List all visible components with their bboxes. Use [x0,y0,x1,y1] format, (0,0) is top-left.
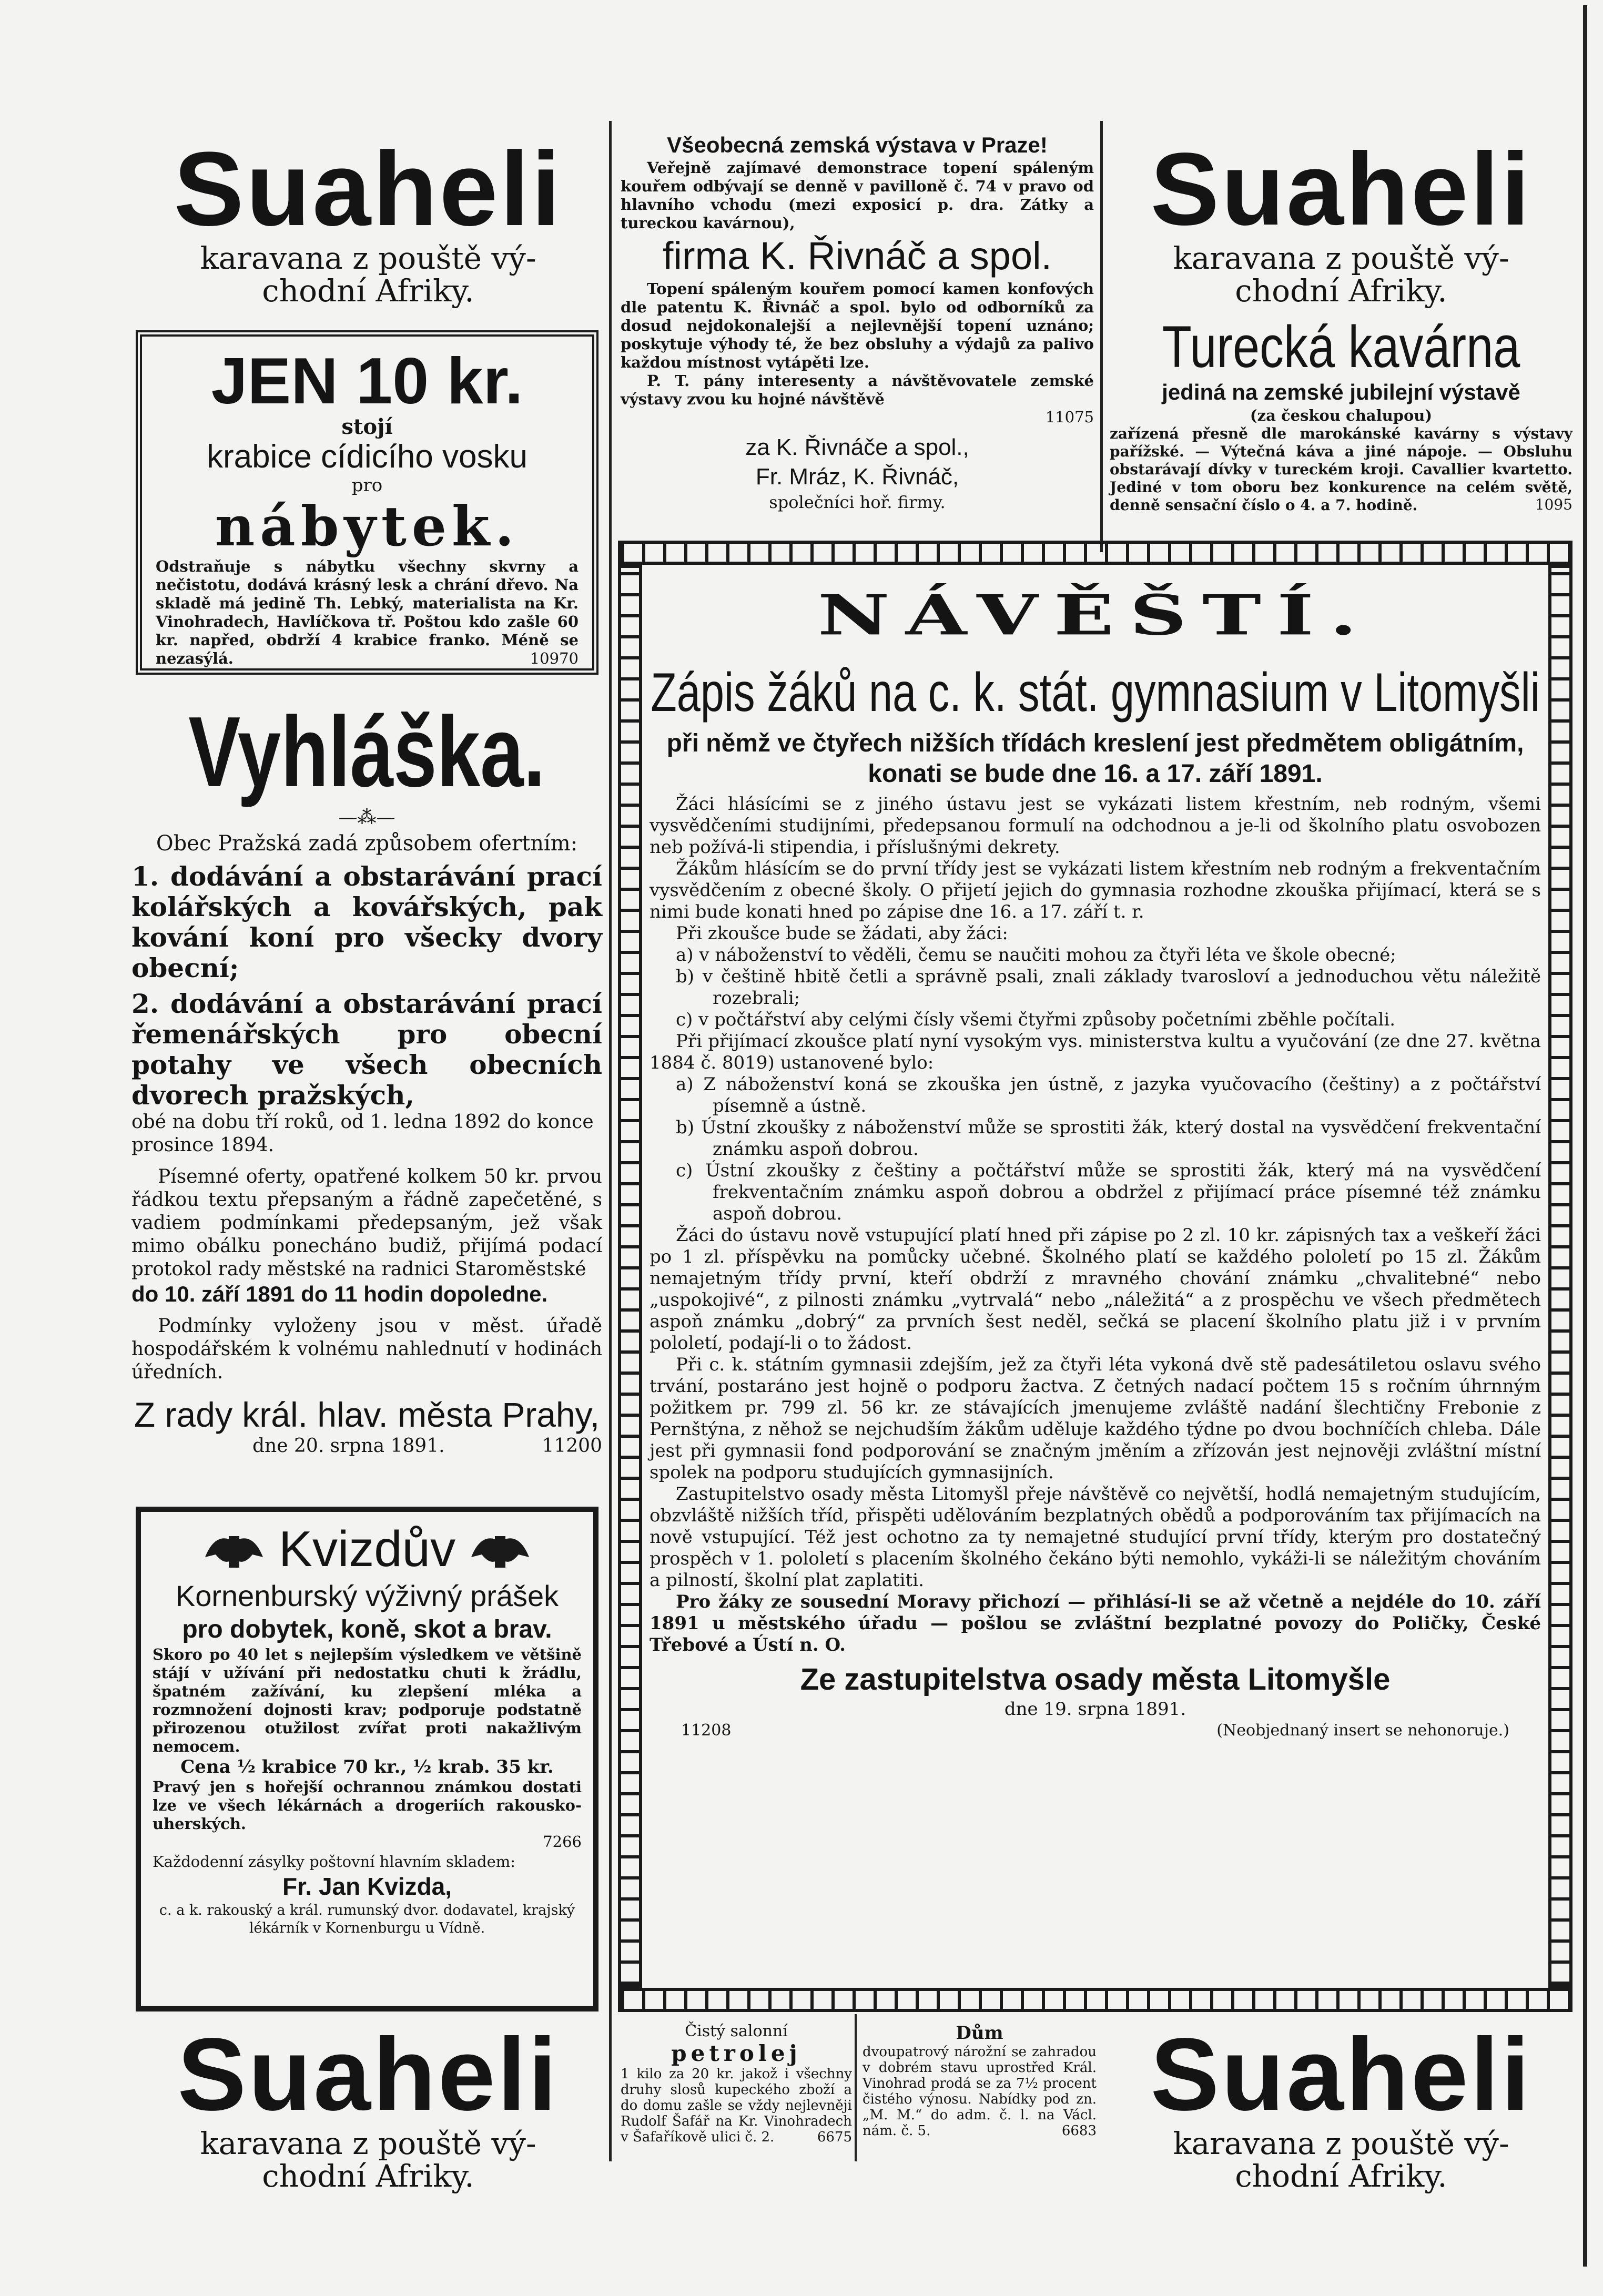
column-rule-right [1100,121,1103,552]
meander-border-bottom [618,1988,1572,2012]
ad-signature: za K. Řivnáče a spol., [745,434,969,460]
ad-sub: Čistý salonní [685,2022,788,2040]
notice-text: obé na dobu tří roků, od 1. ledna 1892 do konce prosince 1894. [131,1111,594,1156]
notice-paragraph: Při přijímací zkoušce platí nyní vysokým vys. ministerstva kultu a vyučování (ze dne 27. května 1884 č. 8019) ustanovené bylo: [650,1031,1541,1073]
ad-line: chodní Afriky. [262,273,474,309]
notice-number: 11200 [542,1435,602,1457]
ad-title: Suaheli [1150,2017,1532,2132]
notice-item: b) v češtině hbitě četli a správně psali, znali základy tvarosloví a jednoduchou větu náležitě rozebrali; [676,966,1541,1009]
notice-navesti [650,571,1541,1985]
ad-price: Cena ½ krabice 70 kr., ½ krab. 35 kr. [180,1756,554,1777]
notice-date: dne 20. srpna 1891. [252,1435,445,1457]
ad-suaheli-right-top [1110,131,1572,310]
ornament: —⁂— [338,807,395,828]
ad-body: Skoro po 40 let s nejlepším výsledkem ve většině stájí v užívání při nedostatku chuti k žrádlu, špatném zažívání, ku zlepšení mléka a rozmnožení dojnosti krav; podporuje podstatně přirozenou otužilost zvířat proti nakažlivým nemocem. [153,1645,582,1755]
horse-emblem-icon [200,1526,268,1573]
notice-item: b) Ústní zkoušky z náboženství může se sprostiti žák, který dostal na vysvědčení frekventační známku aspoň dobrou. [676,1117,1541,1160]
horse-emblem-icon [466,1526,534,1573]
notice-text: Písemné oferty, opatřené kolkem 50 kr. prvou řádkou textu přepsaným a řádně zapečetěné, s vadiem podmínkami předepsaným, jež však mimo obálku ponecháno budiž, přijímá podací protokol rady městské na radnici Staroměstské [131,1166,602,1280]
notice-item: c) v počtářství aby celými čísly všemi čtyřmi způsoby početními zběhle počítali. [676,1009,1396,1030]
ad-number: 7266 [543,1833,582,1851]
ad-jen-10-kr [136,330,598,675]
ad-body: Odstraňuje s nábytku všechny skvrny a nečistotu, dodává krásný lesk a chrání dřevo. Na skladě má jedině Th. Lebký, materialista na Kr. Vinohradech, Havlíčkova tř. Poštou kdo zašle 60 kr. napřed, obdrží 4 krabice franko. Méně se nezasýlá. [156,557,579,667]
notice-paragraph: Zastupitelstvo osady města Litomyšl přeje návštěvě co největší, hodlá nemajetným studujícím, obzvláště nižších tříd, přispěti udělováním bezplatných obědů a podporováním tax přijímacích na nově vstupující. Též jest ochotno za ty nemajetné studující první třídy, kterým pro dostatečný prospěch v 1. pololetí s placením školného čekáno býti nemohlo, vykáži-li se náležitým chováním a pilností, školní plat zaplatiti. [650,1484,1541,1591]
ad-sub: pro dobytek, koně, skot a brav. [182,1616,552,1643]
notice-item: 1. dodávání a obstarávání prací kolářských a kovářských, pak kování koní pro všecky dvory obecní; [131,861,602,983]
ad-headline: petrolej [671,2040,802,2066]
ad-body: dvoupatrový nárožní se zahradou v dobrém stavu uprostřed Král. Vinohrad prodá se za 7½ procent čistého výnosu. Nabídky pod zn. „M. M.“ do adm. č. l. na Václ. nám. č. 5. [863,2044,1097,2139]
ad-signature: společníci hoř. firmy. [769,492,946,512]
ad-line: karavana z pouště vý- [1173,2126,1509,2161]
ad-body: Veřejně zajímavé demonstrace topení spáleným kouřem odbývají se denně v pavilloně č. 74 v pravo od hlavního vchodu (mezi exposicí p. dra. Zátky a tureckou kavárnou), [621,159,1094,232]
notice-item: 2. dodávání a obstarávání prací řemenářských pro obecní potahy ve všech obecních dvorech pražských, [131,988,602,1111]
notice-note: (Neobjednaný insert se nehonoruje.) [1216,1721,1509,1740]
notice-text: Obec Pražská zadá způsobem ofertním: [156,831,578,856]
notice-lead: při němž ve čtyřech nižších třídách kreslení jest předmětem obligátním, konati se bude dne 16. a 17. září 1891. [666,729,1524,788]
ad-headline: nábytek. [215,494,520,558]
ad-line: chodní Afriky. [1235,273,1447,309]
ad-body: c. a k. rakouský a král. rumunský dvor. dodavatel, krajský lékárník v Kornenburgu u Vídně. [159,1902,575,1936]
ad-headline: Všeobecná zemská výstava v Praze! [667,133,1048,157]
ad-firm: firma K. Řivnáč a spol. [662,234,1052,278]
ad-title: Suaheli [177,2017,559,2132]
ad-number: 6675 [817,2129,852,2145]
ad-line: karavana z pouště vý- [1173,240,1509,276]
notice-deadline: do 10. září 1891 do 11 hodin dopoledne. [131,1282,548,1306]
meander-border-right [1548,565,1572,1988]
ad-title: Turecká kavárna [1162,314,1520,380]
notice-item: c) Ústní zkoušky z češtiny a počtářství může se sprostiti žák, který má na vysvědčení frekventačním známku aspoň dobrou a obdržel z přijímací práce písemné též známku aspoň dobrou. [676,1160,1541,1224]
ad-title: Suaheli [174,130,563,248]
ad-product: Kornenburský výživný prášek [175,1579,559,1612]
column-rule-bottom [855,2014,857,2161]
notice-subtitle: Zápis žáků na c. k. stát. gymnasium v Litomyšli [651,662,1540,723]
ad-petrolej [621,2022,852,2161]
ad-line: chodní Afriky. [262,2158,474,2194]
notice-paragraph: Žáci hlásícími se z jiného ústavu jest se vykázati listem křestním, neb rodným, všemi vysvědčeními studijními, předepsanou formulí na odchodnou a je-li od školního platu osvobozen neb požívá-li stipendia, i příslušnými dekrety. [650,794,1541,858]
ad-body: zařízená přesně dle marokánské kavárny s výstavy pařížské. — Výtečná káva a jiné nápoje. — Obsluhu obstarávají dívky v tureckém kroji. Cavallier kvartetto. Jediné v tom oboru bez konkurence na celém světě, denně sensační číslo o 4. a 7. hodině. [1110,425,1572,514]
notice-paragraph: Při c. k. státním gymnasii zdejším, jež za čtyři léta vykoná dvě stě padesátiletou oslavu svého trvání, postaráno jest hojně o podporu žactva. Z četných nadací počtem 15 s ročním úhrnným požitkem pr. 799 zl. 56 kr. ze stávajících jmenujeme zvláště nadání šlechtičny Frebonie z Pernštýna, z něhož se nejchudším žákům uděluje každého týdne po dvou bochníčích chleba. Dále jest při gymnasii fond podporování se značným jměním a zřízován jest nejnověji zvláštní místní spolek na podporu studujících gymnasijních. [650,1354,1541,1483]
notice-vyhlaska [131,696,602,1488]
ad-body: Pravý jen s hořejší ochrannou známkou dostati lze ve všech lékárnách a drogeriích rakousko-uherských. [153,1778,582,1833]
ad-suaheli-left-top [131,130,605,310]
notice-item: a) Z náboženství koná se zkouška jen ústně, z jazyka vyučovacího (češtiny) a z počtářství písemně a ústně. [676,1074,1541,1116]
ad-kvizda [136,1507,598,2011]
ad-signature: Fr. Mráz, K. Řivnáč, [755,464,959,490]
meander-border-left [618,565,642,1988]
notice-paragraph: Žáci do ústavu nově vstupující platí hned při zápise po 2 zl. 10 kr. zápisných tax a veškeří žáci po 1 zl. příspěvku na pomůcky učebné. Školného platí se každého pololetí po 15 zl. Žákům nemajetným třídy první, kteří obdrží z mravného chování známku „chvalitebné“ nebo „uspokojivé“, z pilnosti známku „vytrvalá“ nebo „náležitá“ a z prospěchu ve všech předmětech aspoň známku „dobrý“ za prvních šest neděl, sečká se placení školního platu již i v prvním pololetí, podají-li o to žádost. [650,1225,1541,1354]
ad-sub: (za českou chalupou) [1250,407,1433,424]
ad-suaheli-right-bottom [1110,2017,1572,2194]
notice-title: Vyhláška. [188,696,545,808]
ad-owner: Fr. Jan Kvizda, [282,1873,452,1900]
ad-body: Topení spáleným kouřem pomocí kamen konfových dle patentu K. Řivnáč a spol. bylo od odborníků za dosud nejdokonalejší a nejlevnější topení uznáno; poskytuje výhody té, že bez obsluhy a výdajů za palivo každou místnost vytápěti lze. [621,280,1094,371]
ad-body: 1 kilo za 20 kr. jakož i všechny druhy slosů kupeckého zboží a do domu zašle se vždy nejlevněji Rudolf Šafář na Kr. Vinohradech v Šafaříkově ulici č. 2. [621,2066,852,2145]
ad-line: chodní Afriky. [1235,2158,1447,2194]
ad-number: 1095 [1535,496,1572,513]
ad-turecka-kavarna [1110,316,1572,536]
ad-line: karavana z pouště vý- [200,2126,536,2161]
ad-dum [863,2022,1097,2161]
notice-number: 11208 [681,1721,732,1740]
ad-number: 6683 [1061,2123,1097,2139]
ad-suaheli-left-bottom [131,2017,605,2194]
ad-text: pro [351,475,383,496]
ad-vystava [621,131,1094,531]
notice-paragraph: Žákům hlásícím se do první třídy jest se vykázati listem křestním neb rodným a frekventačním vysvědčením z obecné školy. O přijetí jejich do gymnasia rozhodne zkouška přijímací, která se s nimi bude konati hned po zápise dne 16. a 17. září t. r. [650,858,1541,922]
ad-brand: Kvizdův [278,1521,456,1577]
ad-number: 10970 [530,649,579,667]
column-rule-left [609,121,612,2161]
ad-line: karavana z pouště vý- [200,240,536,276]
ad-headline: Dům [956,2023,1003,2044]
ad-sub: jediná na zemské jubilejní výstavě [1162,380,1520,404]
ad-body: Každodenní zásylky poštovní hlavním skladem: [153,1853,515,1871]
notice-item: a) v náboženství to věděli, čemu se naučiti mohou za čtyři léta ve škole obecné; [676,944,1396,966]
notice-signature: Z rady král. hlav. města Prahy, [134,1395,600,1434]
notice-date: dne 19. srpna 1891. [1004,1699,1186,1720]
ad-number: 11075 [1045,408,1094,426]
ad-text: krabice cídicího vosku [207,439,527,475]
notice-text: Podmínky vyloženy jsou v měst. úřadě hospodářském k volnému nahlednutí v hodinách úředních. [131,1315,602,1383]
notice-paragraph: Pro žáky ze sousední Moravy přichozí — přihlásí-li se až včetně a nejdéle do 10. září 1891 u městského úřadu — pošlou se zvláštní bezplatné povozy do Poličky, České Třebové a Ústí n. O. [650,1591,1541,1655]
notice-title: NÁVĚŠTÍ. [817,583,1373,648]
ad-body: P. T. pány interesenty a návštěvovatele zemské výstavy zvou ku hojné návštěvě [621,372,1094,408]
meander-border-top [618,541,1572,565]
ad-headline: JEN 10 kr. [211,345,523,418]
notice-paragraph: Při zkoušce bude se žádati, aby žáci: [676,923,1008,944]
ad-text: stojí [341,414,393,439]
notice-signature: Ze zastupitelstva osady města Litomyšle [800,1662,1391,1696]
page-right-border [1583,5,1587,2267]
ad-title: Suaheli [1150,131,1532,247]
